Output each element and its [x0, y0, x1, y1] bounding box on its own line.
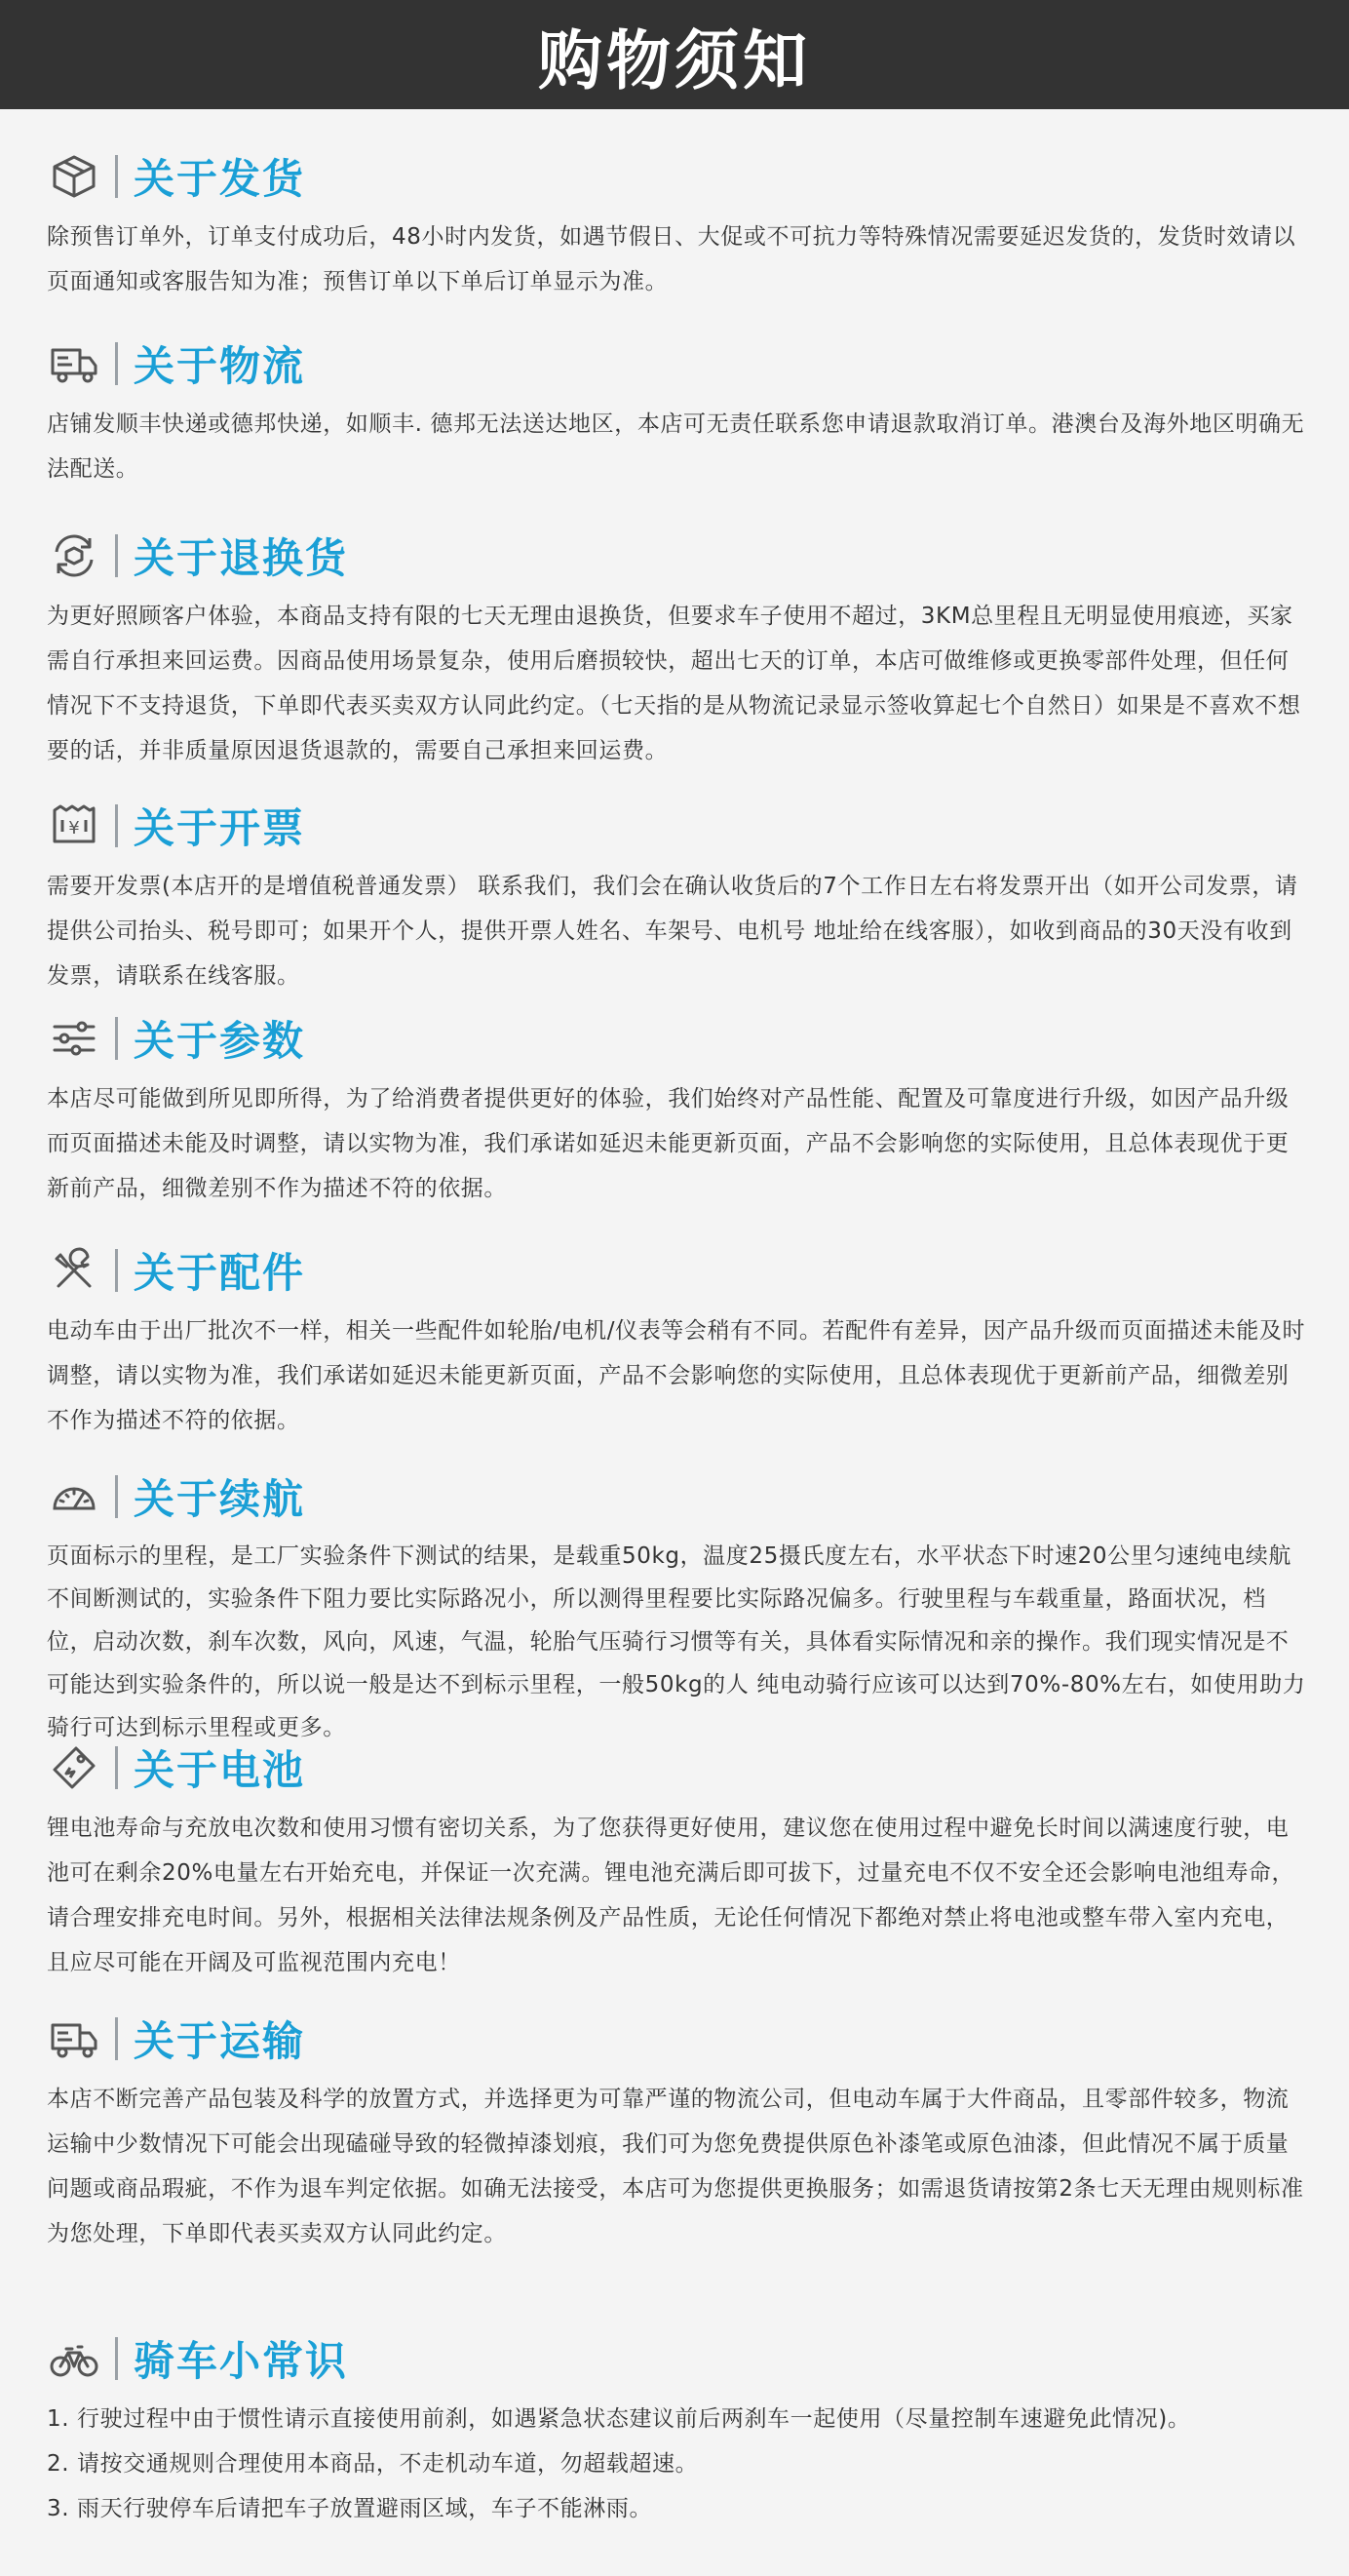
- section-title: 骑车小常识: [134, 2337, 349, 2385]
- section-text: [47, 594, 1310, 773]
- bicycle-icon: [47, 2331, 101, 2386]
- divider: [115, 2017, 118, 2060]
- section-title: 关于续航: [134, 1475, 306, 1523]
- paragraph: 需要开发票(本店开的是增值税普通发票） 联系我们，我们会在确认收货后的7个工作日左右将发票开出（如开公司发票，请提供公司抬头、税号即可；如果开个人，提供开票人姓名、车架号、电机号 地址给在线客服），如收到商品的30天没有收到发票，请联系在线客服。: [47, 874, 1298, 989]
- section-transport: [47, 2005, 1314, 2256]
- section-text: [47, 215, 1310, 304]
- section-title: 关于发货: [134, 155, 306, 203]
- divider: [115, 155, 118, 198]
- list-item: 2. 请按交通规则合理使用本商品，不走机动车道，勿超载超速。: [47, 2451, 699, 2477]
- divider: [115, 342, 118, 385]
- section-riding-tips: [47, 2324, 1314, 2531]
- truck-icon: [47, 336, 101, 391]
- divider: [115, 1475, 118, 1518]
- divider: [115, 1746, 118, 1789]
- section-text: [47, 2397, 1310, 2531]
- page-header: [0, 0, 1349, 109]
- section-title: 关于运输: [134, 2017, 306, 2065]
- section-text: [47, 1308, 1310, 1443]
- page-title: 购物须知: [538, 22, 811, 98]
- section-returns: [47, 522, 1314, 773]
- divider: [115, 1017, 118, 1060]
- section-parameters: [47, 1004, 1314, 1211]
- paragraph: 店铺发顺丰快递或德邦快递，如顺丰. 德邦无法送达地区，本店可无责任联系您申请退款取消订单。港澳台及海外地区明确无法配送。: [47, 411, 1305, 482]
- section-text: [47, 1535, 1310, 1749]
- box-icon: [47, 149, 101, 204]
- section-text: [47, 1076, 1310, 1211]
- section-title: 关于配件: [134, 1249, 306, 1297]
- section-shipping: [47, 142, 1314, 304]
- section-text: [47, 864, 1310, 998]
- tools-icon: [47, 1243, 101, 1298]
- truck-icon: [47, 2011, 101, 2066]
- divider: [115, 1249, 118, 1292]
- divider: [115, 2337, 118, 2380]
- paragraph: 除预售订单外，订单支付成功后，48小时内发货，如遇节假日、大促或不可抗力等特殊情况需要延迟发货的，发货时效请以页面通知或客服告知为准；预售订单以下单后订单显示为准。: [47, 224, 1296, 294]
- section-title: 关于电池: [134, 1746, 306, 1794]
- battery-tag-icon: [47, 1740, 101, 1795]
- list-item: 1. 行驶过程中由于惯性请示直接使用前刹，如遇紧急状态建议前后两刹车一起使用（尽量控制车速避免此情况)。: [47, 2406, 1191, 2432]
- section-title: 关于退换货: [134, 534, 349, 582]
- section-invoice: [47, 792, 1314, 998]
- section-text: [47, 2077, 1310, 2256]
- section-text: [47, 402, 1310, 491]
- section-range: [47, 1463, 1314, 1749]
- divider: [115, 804, 118, 847]
- section-accessories: [47, 1236, 1314, 1443]
- paragraph: 锂电池寿命与充放电次数和使用习惯有密切关系，为了您获得更好使用，建议您在使用过程中避免长时间以满速度行驶，电池可在剩余20%电量左右开始充电，并保证一次充满。锂电池充满后即可拔下，过量充电不仅不安全还会影响电池组寿命，请合理安排充电时间。另外，根据相关法律法规条例及产品性质，无论任何情况下都绝对禁止将电池或整车带入室内充电，且应尽可能在开阔及可监视范围内充电！: [47, 1815, 1295, 1975]
- section-title: 关于参数: [134, 1017, 306, 1065]
- paragraph: 为更好照顾客户体验，本商品支持有限的七天无理由退换货，但要求车子使用不超过，3KM总里程且无明显使用痕迹，买家需自行承担来回运费。因商品使用场景复杂，使用后磨损较快，超出七天的订单，本店可做维修或更换零部件处理，但任何情况下不支持退货，下单即代表买卖双方认同此约定。（七天指的是从物流记录显示签收算起七个自然日）如果是不喜欢不想要的话，并非质量原因退货退款的，需要自己承担来回运费。: [47, 604, 1301, 763]
- svg-text:¥: ¥: [68, 818, 80, 839]
- section-logistics: [47, 330, 1314, 491]
- exchange-icon: [47, 528, 101, 583]
- section-battery: [47, 1734, 1314, 1985]
- divider: [115, 534, 118, 577]
- invoice-icon: [47, 799, 101, 853]
- section-text: [47, 1806, 1310, 1985]
- section-title: 关于开票: [134, 804, 306, 852]
- paragraph: 电动车由于出厂批次不一样，相关一些配件如轮胎/电机/仪表等会稍有不同。若配件有差异，因产品升级而页面描述未能及时调整，请以实物为准，我们承诺如延迟未能更新页面，产品不会影响您的实际使用，且总体表现优于更新前产品，细微差别不作为描述不符的依据。: [47, 1318, 1306, 1433]
- sliders-icon: [47, 1011, 101, 1066]
- speedometer-icon: [47, 1469, 101, 1524]
- paragraph: 本店尽可能做到所见即所得，为了给消费者提供更好的体验，我们始终对产品性能、配置及可靠度进行升级，如因产品升级而页面描述未能及时调整，请以实物为准，我们承诺如延迟未能更新页面，产品不会影响您的实际使用，且总体表现优于更新前产品，细微差别不作为描述不符的依据。: [47, 1086, 1290, 1201]
- paragraph: 本店不断完善产品包装及科学的放置方式，并选择更为可靠严谨的物流公司，但电动车属于大件商品，且零部件较多，物流运输中少数情况下可能会出现磕碰导致的轻微掉漆划痕，我们可为您免费提供原色补漆笔或原色油漆，但此情况不属于质量问题或商品瑕疵，不作为退车判定依据。如确无法接受，本店可为您提供更换服务；如需退货请按第2条七天无理由规则标准为您处理，下单即代表买卖双方认同此约定。: [47, 2087, 1304, 2246]
- list-item: 3. 雨天行驶停车后请把车子放置避雨区域，车子不能淋雨。: [47, 2496, 653, 2521]
- paragraph: 页面标示的里程，是工厂实验条件下测试的结果，是载重50kg，温度25摄氏度左右，水平状态下时速20公里匀速纯电续航不间断测试的，实验条件下阻力要比实际路况小，所以测得里程要比实际路况偏多。行驶里程与车载重量，路面状况，档位，启动次数，刹车次数，风向，风速，气温，轮胎气压骑行习惯等有关，具体看实际情况和亲的操作。我们现实情况是不可能达到实验条件的，所以说一般是达不到标示里程，一般50kg的人 纯电动骑行应该可以达到70%-80%左右，如使用助力骑行可达到标示里程或更多。: [47, 1543, 1306, 1740]
- section-title: 关于物流: [134, 342, 306, 390]
